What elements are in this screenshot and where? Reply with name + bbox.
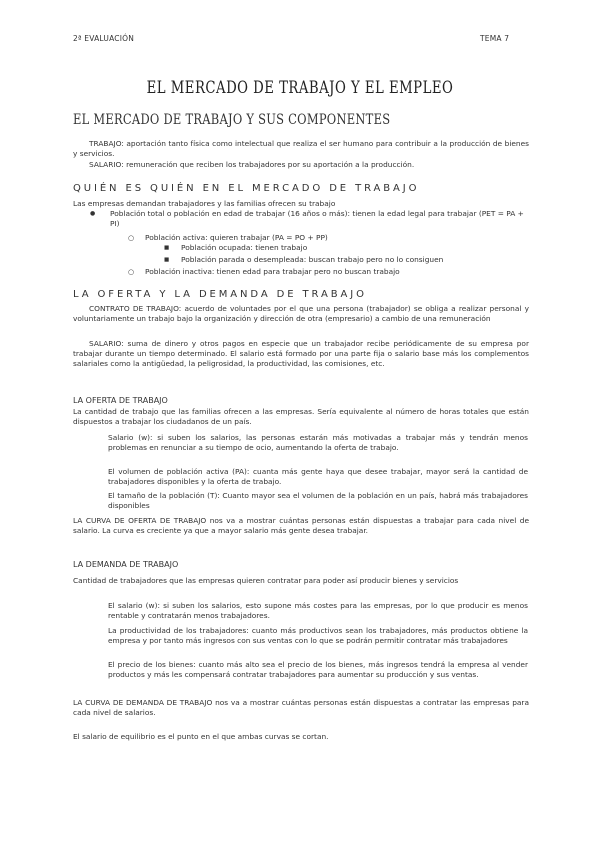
page-title: EL MERCADO DE TRABAJO Y EL EMPLEO bbox=[146, 78, 454, 98]
section-heading-oferta-demanda: LA OFERTA Y LA DEMANDA DE TRABAJO bbox=[73, 289, 367, 300]
definition-salario-detalle: SALARIO: suma de dinero y otros pagos en especie que un trabajador recibe periódicamente de su empresa por trabajar durante un tiempo determinado. El salario está formado por una parte fija o salario base más los complementos salariales como la antigüedad, la peligrosidad, la productividad, las comisiones, etc. bbox=[73, 339, 529, 368]
definition-trabajo: TRABAJO: aportación tanto física como intelectual que realiza el ser humano para contribuir a la producción de bienes y servicios. bbox=[73, 139, 529, 158]
demanda-item-precio: El precio de los bienes: cuanto más alto sea el precio de los bienes, más ingresos tendrá la empresa al vender productos y más les compensará contratar trabajadores para aumentar su producción y sus ventas. bbox=[108, 660, 528, 679]
oferta-item-salario: Salario (w): si suben los salarios, las personas estarán más motivadas a trabajar más y tendrán menos problemas en renunciar a su tiempo de ocio, aumentando la oferta de trabajo. bbox=[108, 433, 528, 452]
demanda-item-salario: El salario (w): si suben los salarios, esto supone más costes para las empresas, por lo que producir es menos rentable y contratarán menos trabajadores. bbox=[108, 601, 528, 620]
bullet-icon: ● bbox=[90, 210, 96, 217]
quien-intro: Las empresas demandan trabajadores y las familias ofrecen su trabajo bbox=[73, 199, 336, 208]
heading-oferta: LA OFERTA DE TRABAJO bbox=[73, 396, 168, 405]
demanda-intro: Cantidad de trabajadores que las empresas quieren contratar para poder así producir bienes y servicios bbox=[73, 576, 459, 585]
heading-demanda: LA DEMANDA DE TRABAJO bbox=[73, 560, 179, 569]
oferta-intro: La cantidad de trabajo que las familias ofrecen a las empresas. Sería equivalente al número de horas totales que están dispuestos a trabajar los ciudadanos de un país. bbox=[73, 407, 529, 426]
salario-equilibrio: El salario de equilibrio es el punto en el que ambas curvas se cortan. bbox=[73, 732, 329, 741]
oferta-curva: LA CURVA DE OFERTA DE TRABAJO nos va a mostrar cuántas personas están dispuestas a trabajar para cada nivel de salario. La curva es creciente ya que a mayor salario más gente desea trabajar. bbox=[73, 516, 529, 535]
list-item-poblacion-inactiva: Población inactiva: tienen edad para trabajar pero no buscan trabajo bbox=[145, 267, 400, 276]
square-bullet-icon: ■ bbox=[164, 257, 170, 263]
list-item-poblacion-total: Población total o población en edad de trabajar (16 años o más): tienen la edad legal para trabajar (PET = PA + PI) bbox=[110, 209, 524, 228]
circle-bullet-icon: ○ bbox=[128, 234, 135, 242]
section-heading-components: EL MERCADO DE TRABAJO Y SUS COMPONENTES bbox=[73, 112, 391, 128]
oferta-item-tamano-poblacion: El tamaño de la población (T): Cuanto mayor sea el volumen de la población en un país, habrá más trabajadores disponibles bbox=[108, 491, 528, 510]
oferta-item-poblacion-activa: El volumen de población activa (PA): cuanta más gente haya que desee trabajar, mayor será la cantidad de trabajadores disponibles y la oferta de trabajo. bbox=[108, 467, 528, 486]
definition-salario: SALARIO: remuneración que reciben los trabajadores por su aportación a la producción. bbox=[89, 160, 415, 169]
list-item-poblacion-parada: Población parada o desempleada: buscan trabajo pero no lo consiguen bbox=[181, 255, 444, 264]
section-heading-quien: QUIÉN ES QUIÉN EN EL MERCADO DE TRABAJO bbox=[73, 183, 420, 194]
demanda-curva: LA CURVA DE DEMANDA DE TRABAJO nos va a mostrar cuántas personas están dispuestas a contratar las empresas para cada nivel de salarios. bbox=[73, 698, 529, 717]
list-item-poblacion-activa: Población activa: quieren trabajar (PA = PO + PP) bbox=[145, 233, 328, 242]
header-topic: TEMA 7 bbox=[480, 34, 510, 43]
square-bullet-icon: ■ bbox=[164, 245, 170, 251]
demanda-item-productividad: La productividad de los trabajadores: cuanto más productivos sean los trabajadores, más productos obtiene la empresa y por tanto más ingresos con sus ventas con lo que se podrán permitir contratar más trabajadores bbox=[108, 626, 528, 645]
header-evaluation: 2ª EVALUACIÓN bbox=[73, 34, 135, 43]
definition-contrato: CONTRATO DE TRABAJO: acuerdo de voluntades por el que una persona (trabajador) se obliga a realizar personal y voluntariamente un trabajo bajo la organización y dirección de otra (empresario) a cambio de una remuneración bbox=[73, 304, 529, 323]
circle-bullet-icon: ○ bbox=[128, 268, 135, 276]
list-item-poblacion-ocupada: Población ocupada: tienen trabajo bbox=[181, 243, 308, 252]
